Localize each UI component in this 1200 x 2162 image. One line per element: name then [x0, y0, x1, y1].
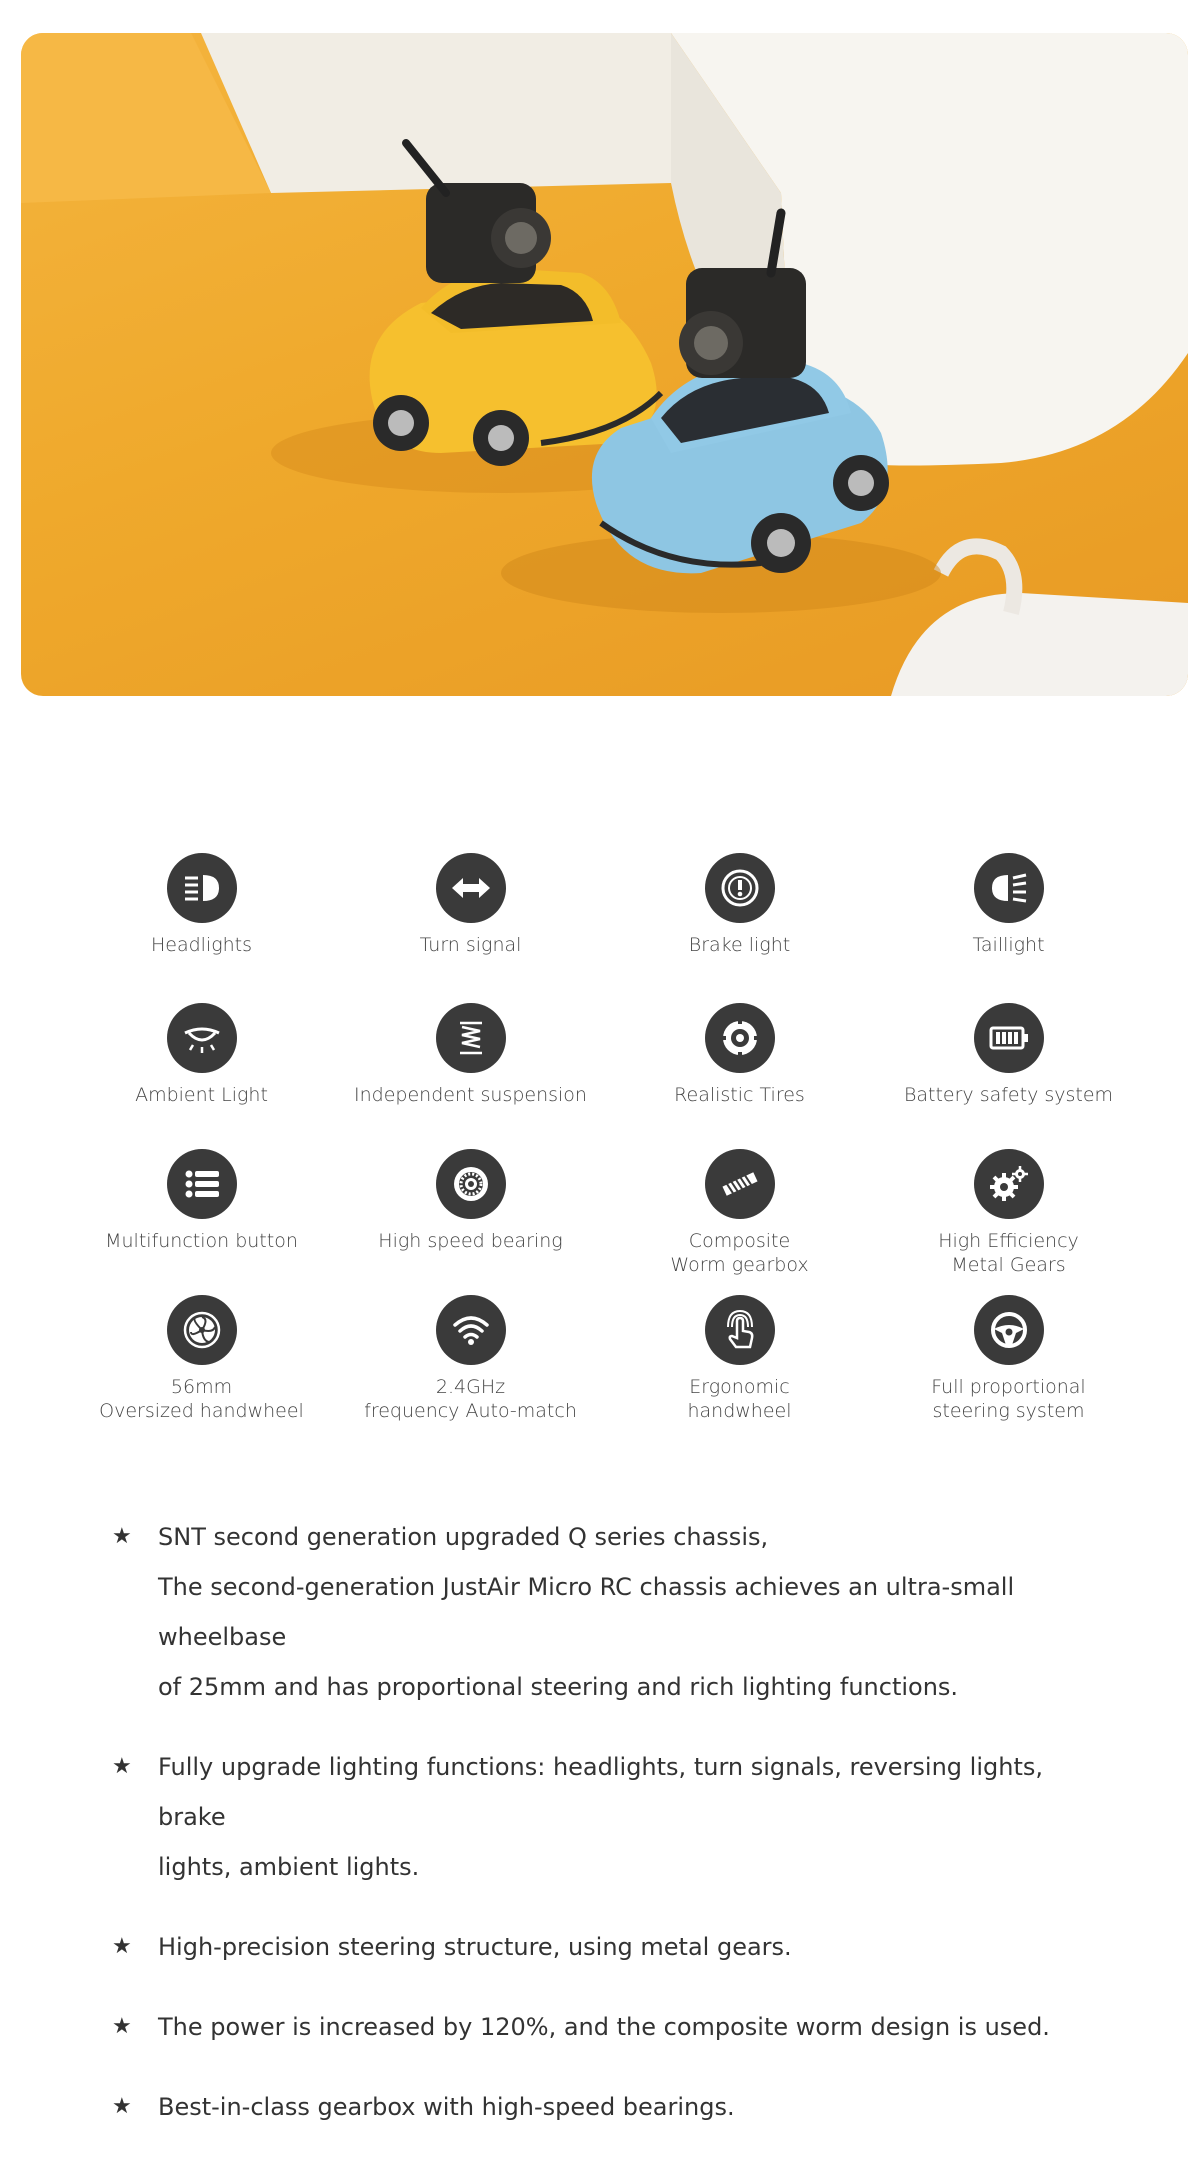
feature-label: Realistic Tires	[674, 1084, 805, 1106]
bullet-item	[112, 2002, 1112, 2052]
bullet-text: Best-in-class gearbox with high-speed bearings.	[158, 2093, 735, 2121]
headlight-icon	[167, 853, 237, 923]
feature-label: Taillight	[972, 934, 1045, 956]
feature-label: Composite Worm gearbox	[670, 1230, 809, 1276]
star-icon: ★	[112, 1524, 132, 1549]
feature-label: 2.4GHz frequency Auto-match	[364, 1376, 577, 1422]
worm-gear-icon	[705, 1149, 775, 1219]
bullet-item	[112, 1742, 1112, 1892]
feature-label: Headlights	[150, 934, 253, 956]
feature-multifunction-button	[67, 1149, 336, 1295]
feature-headlights	[67, 853, 336, 1003]
turn-signal-icon	[436, 853, 506, 923]
feature-label: Multifunction button	[105, 1230, 298, 1252]
feature-independent-suspension	[336, 1003, 605, 1149]
feature-metal-gears	[874, 1149, 1143, 1295]
battery-icon	[974, 1003, 1044, 1073]
feature-taillight	[874, 853, 1143, 1003]
bearing-icon	[436, 1149, 506, 1219]
star-icon: ★	[112, 1934, 132, 1959]
ambient-light-icon	[167, 1003, 237, 1073]
feature-oversized-handwheel	[67, 1295, 336, 1441]
feature-ambient-light	[67, 1003, 336, 1149]
list-button-icon	[167, 1149, 237, 1219]
feature-worm-gearbox	[605, 1149, 874, 1295]
steering-wheel-icon	[974, 1295, 1044, 1365]
bullet-text: The second-generation JustAir Micro RC chassis achieves an ultra-small wheelbase	[158, 1573, 1015, 1651]
bullet-text: Fully upgrade lighting functions: headlights, turn signals, reversing lights, brake	[158, 1753, 1043, 1831]
feature-label: Ambient Light	[135, 1084, 268, 1106]
feature-turn-signal	[336, 853, 605, 1003]
feature-label: High speed bearing	[378, 1230, 563, 1252]
suspension-icon	[436, 1003, 506, 1073]
feature-label: High Efficiency Metal Gears	[938, 1230, 1079, 1276]
feature-high-speed-bearing	[336, 1149, 605, 1295]
bullet-item	[112, 1512, 1112, 1712]
bullet-text: The power is increased by 120%, and the composite worm design is used.	[158, 2013, 1050, 2041]
feature-ergonomic-handwheel	[605, 1295, 874, 1441]
tire-icon	[705, 1003, 775, 1073]
feature-frequency-auto-match	[336, 1295, 605, 1441]
bullet-text: High-precision steering structure, using metal gears.	[158, 1933, 792, 1961]
feature-realistic-tires	[605, 1003, 874, 1149]
touch-icon	[705, 1295, 775, 1365]
taillight-icon	[974, 853, 1044, 923]
feature-label: Full proportional steering system	[931, 1376, 1086, 1422]
star-icon: ★	[112, 2014, 132, 2039]
feature-label: Battery safety system	[903, 1084, 1114, 1106]
feature-label: Turn signal	[419, 934, 522, 956]
wifi-icon	[436, 1295, 506, 1365]
feature-label: 56mm Oversized handwheel	[99, 1376, 304, 1422]
bullet-text: SNT second generation upgraded Q series chassis,	[158, 1523, 769, 1551]
feature-brake-light	[605, 853, 874, 1003]
feature-label: Independent suspension	[354, 1084, 587, 1106]
feature-battery-safety	[874, 1003, 1143, 1149]
rc-cars-illustration	[21, 33, 1188, 696]
bullet-item	[112, 2082, 1112, 2132]
feature-label: Ergonomic handwheel	[687, 1376, 792, 1422]
hero-photo	[21, 33, 1188, 696]
feature-proportional-steering	[874, 1295, 1143, 1441]
feature-grid	[67, 853, 1143, 1441]
gears-icon	[974, 1149, 1044, 1219]
feature-label: Brake light	[688, 934, 791, 956]
brake-light-icon	[705, 853, 775, 923]
bullet-text: lights, ambient lights.	[158, 1853, 420, 1881]
handwheel-icon	[167, 1295, 237, 1365]
bullet-text: of 25mm and has proportional steering and rich lighting functions.	[158, 1673, 959, 1701]
feature-bullet-list	[112, 1512, 1112, 2162]
bullet-item	[112, 1922, 1112, 1972]
star-icon: ★	[112, 2094, 132, 2119]
star-icon: ★	[112, 1754, 132, 1779]
